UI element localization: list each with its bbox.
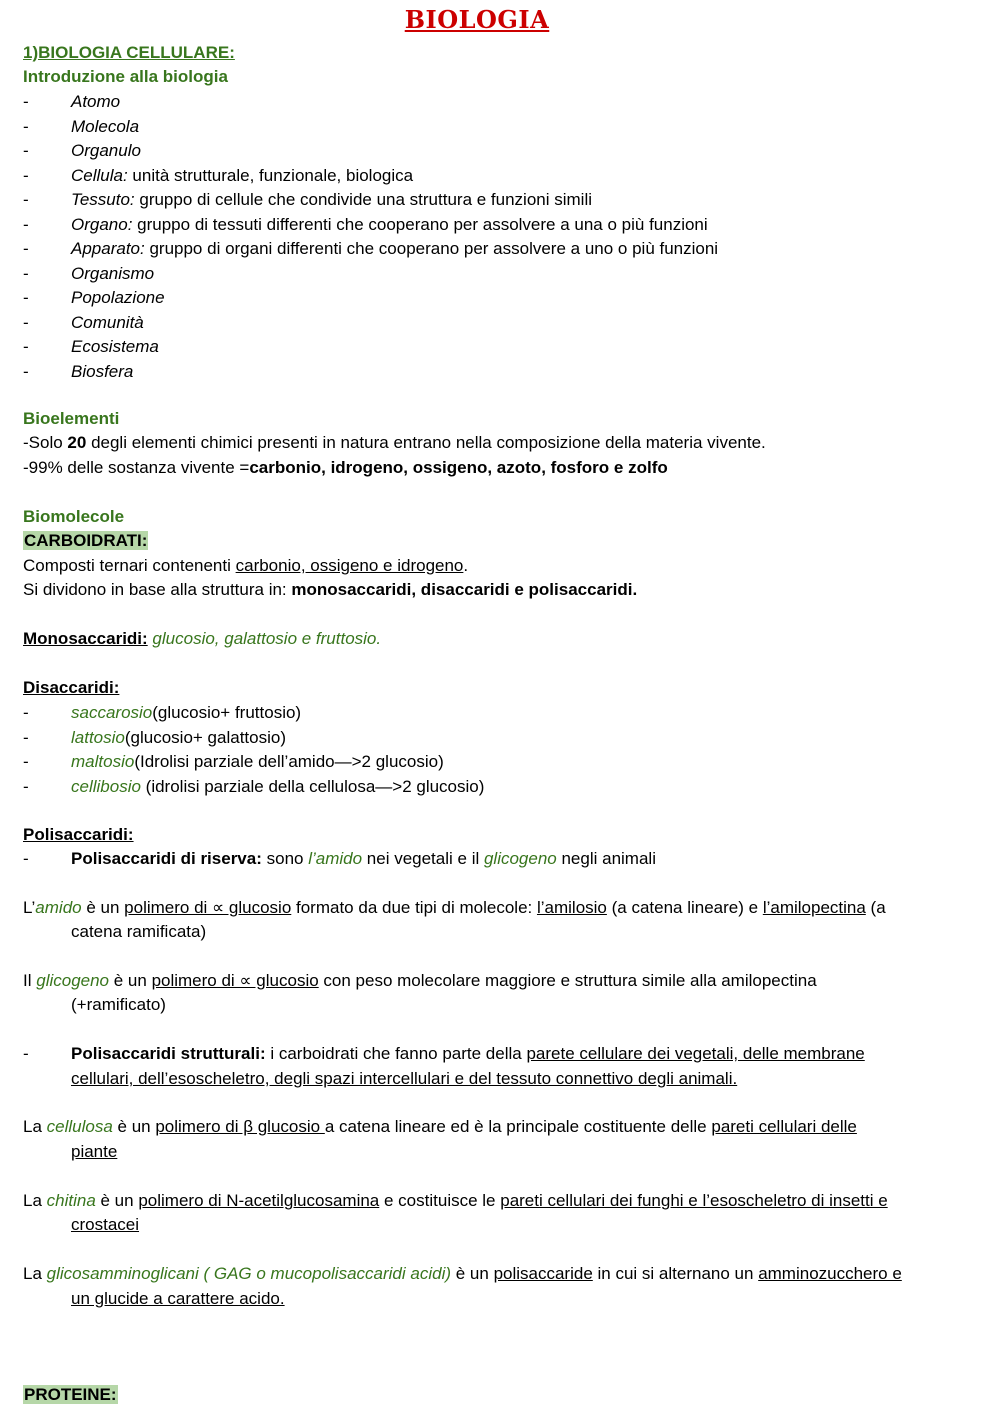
intro-term: Popolazione bbox=[71, 288, 165, 307]
document-title: BIOLOGIA bbox=[404, 5, 550, 34]
list-dash: - bbox=[23, 727, 29, 747]
monosaccaridi-line: Monosaccaridi: glucosio, galattosio e fruttosio. bbox=[23, 629, 382, 648]
carboidrati-line-1: Composti ternari contenenti carbonio, ossigeno e idrogeno. bbox=[23, 556, 469, 575]
gag-paragraph-cont: un glucide a carattere acido. bbox=[71, 1289, 285, 1308]
list-dash: - bbox=[23, 337, 29, 356]
intro-term: Apparato: bbox=[71, 239, 145, 258]
chitina-paragraph: La chitina è un polimero di N-acetilglucosamina e costituisce le pareti cellulari dei funghi e l’esoscheletro di insetti e bbox=[23, 1191, 888, 1210]
heading-biomolecole: Biomolecole bbox=[23, 507, 125, 526]
list-dash: - bbox=[23, 239, 29, 258]
amido-paragraph: L’amido è un polimero di ∝ glucosio formato da due tipi di molecole: l’amilosio (a catena lineare) e l’amilopectina (a bbox=[23, 898, 886, 917]
disaccaride-name: maltosio bbox=[71, 752, 135, 771]
list-dash: - bbox=[23, 92, 29, 111]
intro-term: Organismo bbox=[71, 263, 155, 283]
list-dash: - bbox=[23, 165, 29, 185]
amido-paragraph-cont: catena ramificata) bbox=[71, 922, 207, 941]
intro-term: Biosfera bbox=[71, 361, 134, 381]
list-dash: - bbox=[23, 752, 29, 771]
list-dash: - bbox=[23, 190, 29, 209]
disaccaride-name: saccarosio bbox=[71, 703, 153, 722]
heading-bioelementi: Bioelementi bbox=[23, 409, 120, 428]
intro-term: Organulo bbox=[71, 141, 141, 160]
list-dash: - bbox=[23, 312, 29, 332]
polisaccaridi-label: Polisaccaridi: bbox=[23, 825, 134, 844]
intro-description: gruppo di organi differenti che cooperano per assolvere a uno o più funzioni bbox=[144, 239, 719, 258]
list-dash: - bbox=[23, 361, 29, 381]
intro-term: Cellula: bbox=[71, 165, 128, 185]
intro-description: unità strutturale, funzionale, biologica bbox=[127, 165, 414, 185]
disaccaride-composition: (Idrolisi parziale dell’amido—>2 glucosio) bbox=[134, 752, 444, 771]
glicogeno-paragraph-cont: (+ramificato) bbox=[71, 995, 166, 1014]
list-dash: - bbox=[23, 116, 29, 136]
glicogeno-paragraph: Il glicogeno è un polimero di ∝ glucosio con peso molecolare maggiore e struttura simile alla amilopectina bbox=[23, 971, 817, 990]
intro-term: Organo: bbox=[71, 214, 133, 234]
heading-introduzione: Introduzione alla biologia bbox=[23, 67, 228, 86]
list-dash: - bbox=[23, 214, 29, 234]
carboidrati-line-2: Si dividono in base alla struttura in: monosaccaridi, disaccaridi e polisaccaridi. bbox=[23, 580, 638, 599]
intro-term: Tessuto: bbox=[71, 190, 135, 209]
intro-description: gruppo di tessuti differenti che cooperano per assolvere a una o più funzioni bbox=[132, 214, 708, 234]
intro-term: Comunità bbox=[71, 312, 144, 332]
disaccaride-composition: (glucosio+ fruttosio) bbox=[152, 703, 302, 722]
disaccaride-composition: (glucosio+ galattosio) bbox=[124, 727, 286, 747]
list-dash: - bbox=[23, 288, 29, 307]
disaccaride-name: lattosio bbox=[71, 727, 125, 747]
proteine-label: PROTEINE: bbox=[24, 1385, 117, 1404]
cellulosa-paragraph-cont: piante bbox=[71, 1142, 118, 1161]
carboidrati-label: CARBOIDRATI: bbox=[24, 531, 148, 550]
disaccaridi-label: Disaccaridi: bbox=[23, 678, 120, 697]
disaccaride-composition: (idrolisi parziale della cellulosa—>2 glucosio) bbox=[140, 776, 485, 796]
intro-term: Ecosistema bbox=[71, 337, 159, 356]
list-dash: - bbox=[23, 776, 29, 796]
intro-term: Atomo bbox=[71, 92, 121, 111]
intro-description: gruppo di cellule che condivide una struttura e funzioni simili bbox=[134, 190, 593, 209]
list-dash: - bbox=[23, 703, 29, 722]
list-dash: - bbox=[23, 141, 29, 160]
gag-paragraph: La glicosamminoglicani ( GAG o mucopolisaccaridi acidi) è un polisaccaride in cui si alternano un amminozucchero e bbox=[23, 1264, 902, 1283]
chitina-paragraph-cont: crostacei bbox=[71, 1215, 140, 1234]
intro-term: Molecola bbox=[71, 116, 140, 136]
polisaccaridi-strutturali-cont: cellulari, dell’esoscheletro, degli spazi intercellulari e del tessuto connettivo degli animali. bbox=[71, 1069, 738, 1088]
cellulosa-paragraph: La cellulosa è un polimero di β glucosio a catena lineare ed è la principale costituente delle pareti cellulari delle bbox=[23, 1117, 857, 1136]
list-dash: - bbox=[23, 263, 29, 283]
bioelementi-line-1: -Solo 20 degli elementi chimici presenti in natura entrano nella composizione della materia vivente. bbox=[23, 433, 766, 452]
bioelementi-line-2: -99% delle sostanza vivente =carbonio, idrogeno, ossigeno, azoto, fosforo e zolfo bbox=[23, 458, 668, 477]
disaccaride-name: cellibosio bbox=[71, 776, 141, 796]
section-heading-biologia-cellulare: 1)BIOLOGIA CELLULARE: bbox=[23, 43, 235, 62]
